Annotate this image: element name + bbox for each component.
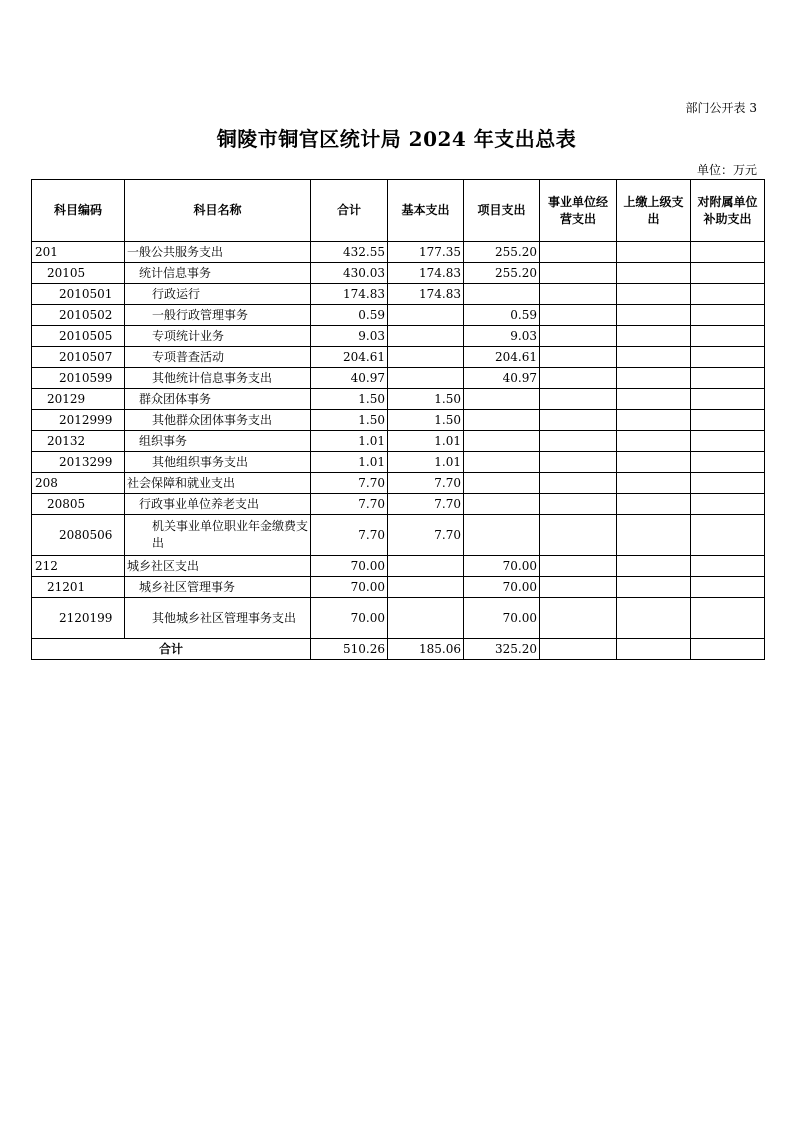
- row-basic: [388, 368, 464, 389]
- row-business: [540, 368, 617, 389]
- row-project: 255.20: [464, 263, 540, 284]
- row-total: 204.61: [311, 347, 388, 368]
- row-subsidy: [691, 431, 765, 452]
- row-upper: [617, 598, 691, 639]
- row-code: 2010599: [32, 368, 125, 389]
- row-total: 0.59: [311, 305, 388, 326]
- row-subsidy: [691, 452, 765, 473]
- total-upper: [617, 639, 691, 660]
- row-upper: [617, 326, 691, 347]
- row-name: 统计信息事务: [125, 263, 311, 284]
- row-basic: 1.50: [388, 410, 464, 431]
- row-upper: [617, 347, 691, 368]
- row-code: 20805: [32, 494, 125, 515]
- header-basic: 基本支出: [388, 180, 464, 242]
- row-basic: 1.01: [388, 431, 464, 452]
- total-project: 325.20: [464, 639, 540, 660]
- row-business: [540, 598, 617, 639]
- row-business: [540, 347, 617, 368]
- row-subsidy: [691, 389, 765, 410]
- row-project: 255.20: [464, 242, 540, 263]
- table-header-row: [32, 180, 765, 242]
- row-subsidy: [691, 598, 765, 639]
- table-row: [32, 515, 765, 556]
- row-project: [464, 452, 540, 473]
- row-name: 行政事业单位养老支出: [125, 494, 311, 515]
- row-upper: [617, 556, 691, 577]
- row-project: [464, 473, 540, 494]
- row-subsidy: [691, 368, 765, 389]
- row-business: [540, 263, 617, 284]
- row-name: 其他群众团体事务支出: [125, 410, 311, 431]
- row-total: 174.83: [311, 284, 388, 305]
- row-name: 机关事业单位职业年金缴费支出: [125, 515, 311, 556]
- total-business: [540, 639, 617, 660]
- total-total: 510.26: [311, 639, 388, 660]
- row-project: [464, 431, 540, 452]
- row-subsidy: [691, 577, 765, 598]
- page-title: 铜陵市铜官区统计局 2024 年支出总表: [216, 127, 577, 151]
- row-subsidy: [691, 284, 765, 305]
- row-project: 9.03: [464, 326, 540, 347]
- row-project: [464, 515, 540, 556]
- row-subsidy: [691, 473, 765, 494]
- table-row: [32, 347, 765, 368]
- row-basic: 174.83: [388, 263, 464, 284]
- row-basic: 7.70: [388, 473, 464, 494]
- row-code: 201: [32, 242, 125, 263]
- row-code: 2120199: [32, 598, 125, 639]
- row-basic: [388, 347, 464, 368]
- row-code: 20105: [32, 263, 125, 284]
- row-subsidy: [691, 242, 765, 263]
- total-subsidy: [691, 639, 765, 660]
- row-name: 专项普查活动: [125, 347, 311, 368]
- row-upper: [617, 452, 691, 473]
- row-total: 430.03: [311, 263, 388, 284]
- table-row: [32, 410, 765, 431]
- table-row: [32, 556, 765, 577]
- row-total: 40.97: [311, 368, 388, 389]
- header-business: 事业单位经营支出: [540, 180, 617, 242]
- row-code: 2010502: [32, 305, 125, 326]
- row-basic: 174.83: [388, 284, 464, 305]
- row-upper: [617, 242, 691, 263]
- row-basic: 7.70: [388, 515, 464, 556]
- table-row: [32, 368, 765, 389]
- row-business: [540, 326, 617, 347]
- row-subsidy: [691, 494, 765, 515]
- row-total: 9.03: [311, 326, 388, 347]
- table-row: [32, 284, 765, 305]
- row-business: [540, 473, 617, 494]
- row-code: 2012999: [32, 410, 125, 431]
- row-upper: [617, 577, 691, 598]
- form-tag: 部门公开表 3: [685, 101, 757, 115]
- row-project: 40.97: [464, 368, 540, 389]
- row-business: [540, 284, 617, 305]
- row-project: [464, 389, 540, 410]
- table-row: [32, 242, 765, 263]
- row-total: 1.50: [311, 389, 388, 410]
- row-basic: 177.35: [388, 242, 464, 263]
- row-project: [464, 284, 540, 305]
- row-total: 1.01: [311, 452, 388, 473]
- row-name: 城乡社区管理事务: [125, 577, 311, 598]
- row-name: 组织事务: [125, 431, 311, 452]
- row-code: 21201: [32, 577, 125, 598]
- row-subsidy: [691, 556, 765, 577]
- row-project: 204.61: [464, 347, 540, 368]
- row-project: 0.59: [464, 305, 540, 326]
- header-subsidy: 对附属单位补助支出: [691, 180, 765, 242]
- row-subsidy: [691, 515, 765, 556]
- table-row: [32, 494, 765, 515]
- row-subsidy: [691, 347, 765, 368]
- row-upper: [617, 368, 691, 389]
- table-row: [32, 431, 765, 452]
- row-name: 专项统计业务: [125, 326, 311, 347]
- row-basic: [388, 598, 464, 639]
- row-total: 432.55: [311, 242, 388, 263]
- row-total: 7.70: [311, 515, 388, 556]
- row-business: [540, 410, 617, 431]
- row-code: 20129: [32, 389, 125, 410]
- row-business: [540, 305, 617, 326]
- row-name: 其他组织事务支出: [125, 452, 311, 473]
- row-project: 70.00: [464, 598, 540, 639]
- row-project: [464, 410, 540, 431]
- table-row: [32, 473, 765, 494]
- row-upper: [617, 284, 691, 305]
- header-name: 科目名称: [125, 180, 311, 242]
- row-basic: 7.70: [388, 494, 464, 515]
- total-basic: 185.06: [388, 639, 464, 660]
- row-code: 2013299: [32, 452, 125, 473]
- row-basic: 1.01: [388, 452, 464, 473]
- row-upper: [617, 431, 691, 452]
- row-code: 2080506: [32, 515, 125, 556]
- row-total: 1.50: [311, 410, 388, 431]
- row-business: [540, 389, 617, 410]
- row-business: [540, 452, 617, 473]
- row-upper: [617, 410, 691, 431]
- row-code: 212: [32, 556, 125, 577]
- row-project: 70.00: [464, 556, 540, 577]
- row-total: 70.00: [311, 577, 388, 598]
- row-upper: [617, 473, 691, 494]
- expenditure-table: [31, 179, 765, 660]
- unit-label: 单位：万元: [696, 163, 757, 177]
- row-total: 7.70: [311, 473, 388, 494]
- row-total: 7.70: [311, 494, 388, 515]
- row-code: 2010505: [32, 326, 125, 347]
- header-total: 合计: [311, 180, 388, 242]
- row-name: 其他城乡社区管理事务支出: [125, 598, 311, 639]
- table-row: [32, 389, 765, 410]
- header-upper: 上缴上级支出: [617, 180, 691, 242]
- row-code: 20132: [32, 431, 125, 452]
- table-row: [32, 598, 765, 639]
- row-total: 1.01: [311, 431, 388, 452]
- row-subsidy: [691, 410, 765, 431]
- row-business: [540, 515, 617, 556]
- row-code: 2010507: [32, 347, 125, 368]
- row-total: 70.00: [311, 598, 388, 639]
- row-subsidy: [691, 305, 765, 326]
- row-code: 208: [32, 473, 125, 494]
- row-basic: [388, 326, 464, 347]
- row-total: 70.00: [311, 556, 388, 577]
- table-body: [32, 242, 765, 639]
- row-business: [540, 242, 617, 263]
- table-row: [32, 263, 765, 284]
- row-subsidy: [691, 326, 765, 347]
- row-upper: [617, 515, 691, 556]
- row-name: 其他统计信息事务支出: [125, 368, 311, 389]
- row-upper: [617, 494, 691, 515]
- table-row: [32, 577, 765, 598]
- row-project: [464, 494, 540, 515]
- row-basic: 1.50: [388, 389, 464, 410]
- row-name: 行政运行: [125, 284, 311, 305]
- row-name: 城乡社区支出: [125, 556, 311, 577]
- row-business: [540, 494, 617, 515]
- row-name: 群众团体事务: [125, 389, 311, 410]
- row-project: 70.00: [464, 577, 540, 598]
- table-row: [32, 305, 765, 326]
- table-row: [32, 326, 765, 347]
- row-business: [540, 577, 617, 598]
- total-label: 合计: [32, 639, 311, 660]
- row-name: 一般行政管理事务: [125, 305, 311, 326]
- row-upper: [617, 389, 691, 410]
- row-name: 社会保障和就业支出: [125, 473, 311, 494]
- row-upper: [617, 263, 691, 284]
- row-basic: [388, 556, 464, 577]
- row-subsidy: [691, 263, 765, 284]
- row-upper: [617, 305, 691, 326]
- table-row: [32, 452, 765, 473]
- row-business: [540, 556, 617, 577]
- total-row: [32, 639, 765, 660]
- row-basic: [388, 577, 464, 598]
- row-name: 一般公共服务支出: [125, 242, 311, 263]
- row-code: 2010501: [32, 284, 125, 305]
- row-business: [540, 431, 617, 452]
- row-basic: [388, 305, 464, 326]
- header-code: 科目编码: [32, 180, 125, 242]
- header-project: 项目支出: [464, 180, 540, 242]
